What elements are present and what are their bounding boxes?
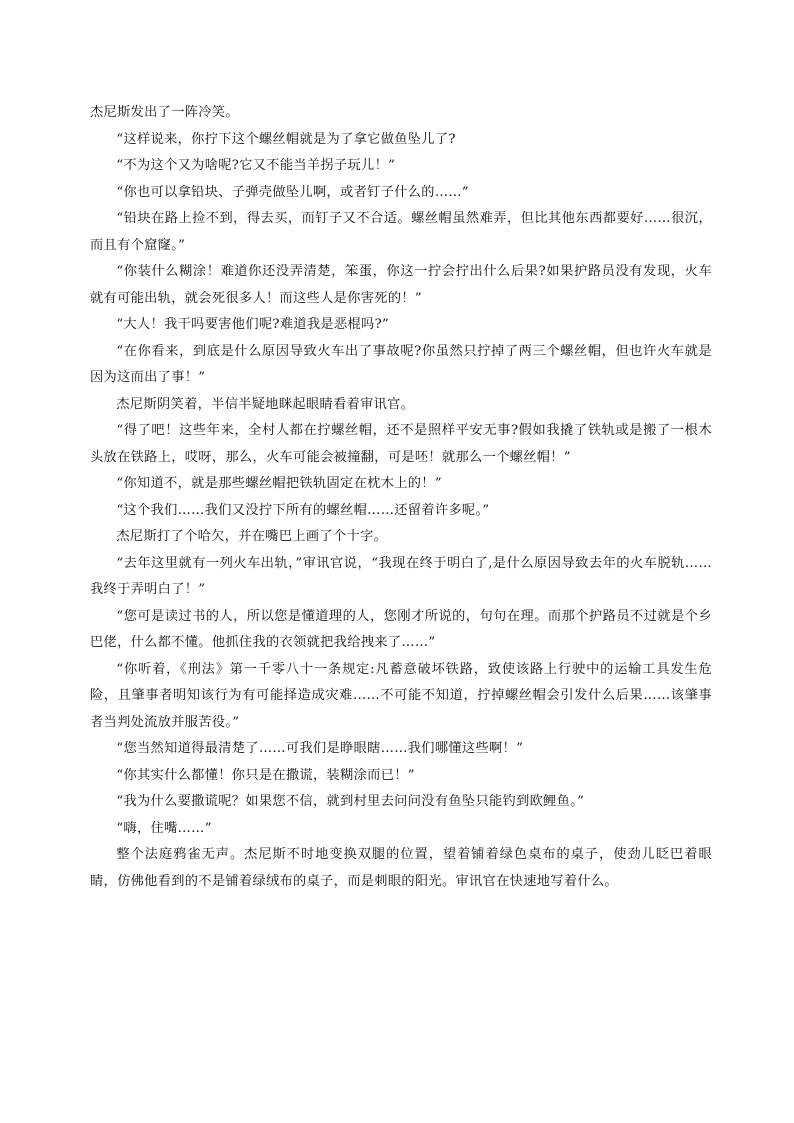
paragraph-3: “不为这个又为啥呢?它又不能当羊拐子玩儿！” — [116, 158, 396, 173]
paragraph-17: “您当然知道得最清楚了……可我们是睁眼瞎……我们哪懂这些啊！” — [116, 741, 524, 756]
paragraph-10: “得了吧！这些年来，全村人都在拧螺丝帽，还不是照样平安无事?假如我撬了铁轨或是搬了一根木头放在铁路上，哎呀，那么，火车可能会被撞翻，可是呸！就那么一个螺丝帽！” — [90, 423, 712, 465]
paragraph-4: “你也可以拿铅块、子弹壳做坠儿啊，或者钉子什么的……” — [116, 184, 470, 200]
paragraph-18: “你其实什么都懂！你只是在撒谎，装糊涂而已！” — [116, 767, 415, 783]
paragraph-15: “您可是读过书的人，所以您是懂道理的人，您刚才所说的，句句在理。而那个护路员不过就是个乡巴佬，什么都不懂。他抓住我的衣领就把我给拽来了……” — [90, 608, 712, 650]
paragraph-7: “大人！我干吗要害他们呢?难道我是恶棍吗?” — [116, 317, 390, 332]
paragraph-5: “铅块在路上捡不到，得去买，而钉子又不合适。螺丝帽虽然难弄，但比其他东西都要好……很沉，而且有个窟窿。” — [90, 211, 712, 253]
paragraph-11: “你知道不，就是那些螺丝帽把铁轨固定在枕木上的！” — [116, 476, 442, 491]
paragraph-2: “这样说来，你拧下这个螺丝帽就是为了拿它做鱼坠儿了? — [116, 131, 456, 147]
paragraph-14: “去年这里就有一列火车出轨，”审讯官说，“我现在终于明白了,是什么原因导致去年的火车脱轨……我终于弄明白了！” — [90, 555, 712, 597]
paragraph-12: “这个我们……我们又没拧下所有的螺丝帽……还留着许多呢。” — [116, 502, 490, 518]
paragraph-8: “在你看来，到底是什么原因导致火车出了事故呢?你虽然只拧掉了两三个螺丝帽，但也许火车就是因为这而出了事！” — [90, 343, 712, 385]
paragraph-9: 杰尼斯阴笑着，半信半疑地眯起眼睛看着审讯官。 — [116, 396, 415, 412]
paragraph-19: “我为什么要撒谎呢？如果您不信，就到村里去问问没有鱼坠只能钓到欧鲤鱼。” — [116, 794, 585, 809]
paragraph-16: “你听着，《刑法》第一千零八十一条规定:凡蓄意破坏铁路，致使该路上行驶中的运输工具发生危险，且肇事者明知该行为有可能择造成灾难……不可能不知道，拧掉螺丝帽会引发什么后果……该肇事者当判处流放并服苦役。” — [90, 661, 712, 730]
story-text — [90, 100, 712, 895]
paragraph-21: 整个法庭鸦雀无声。杰尼斯不时地变换双腿的位置，望着铺着绿色桌布的桌子，使劲儿眨巴着眼睛，仿佛他看到的不是铺着绿绒布的桌子，而是刺眼的阳光。审讯官在快速地写着什么。 — [90, 847, 712, 889]
paragraph-1: 杰尼斯发出了一阵冷笑。 — [90, 105, 239, 120]
paragraph-6: “你装什么糊涂！难道你还没弄清楚，笨蛋，你这一拧会拧出什么后果?如果护路员没有发现，火车就有可能出轨，就会死很多人！而这些人是你害死的！” — [90, 264, 712, 306]
paragraph-13: 杰尼斯打了个哈欠，并在嘴巴上画了个十字。 — [116, 529, 388, 544]
paragraph-20: “嗨，住嘴……” — [116, 820, 212, 836]
